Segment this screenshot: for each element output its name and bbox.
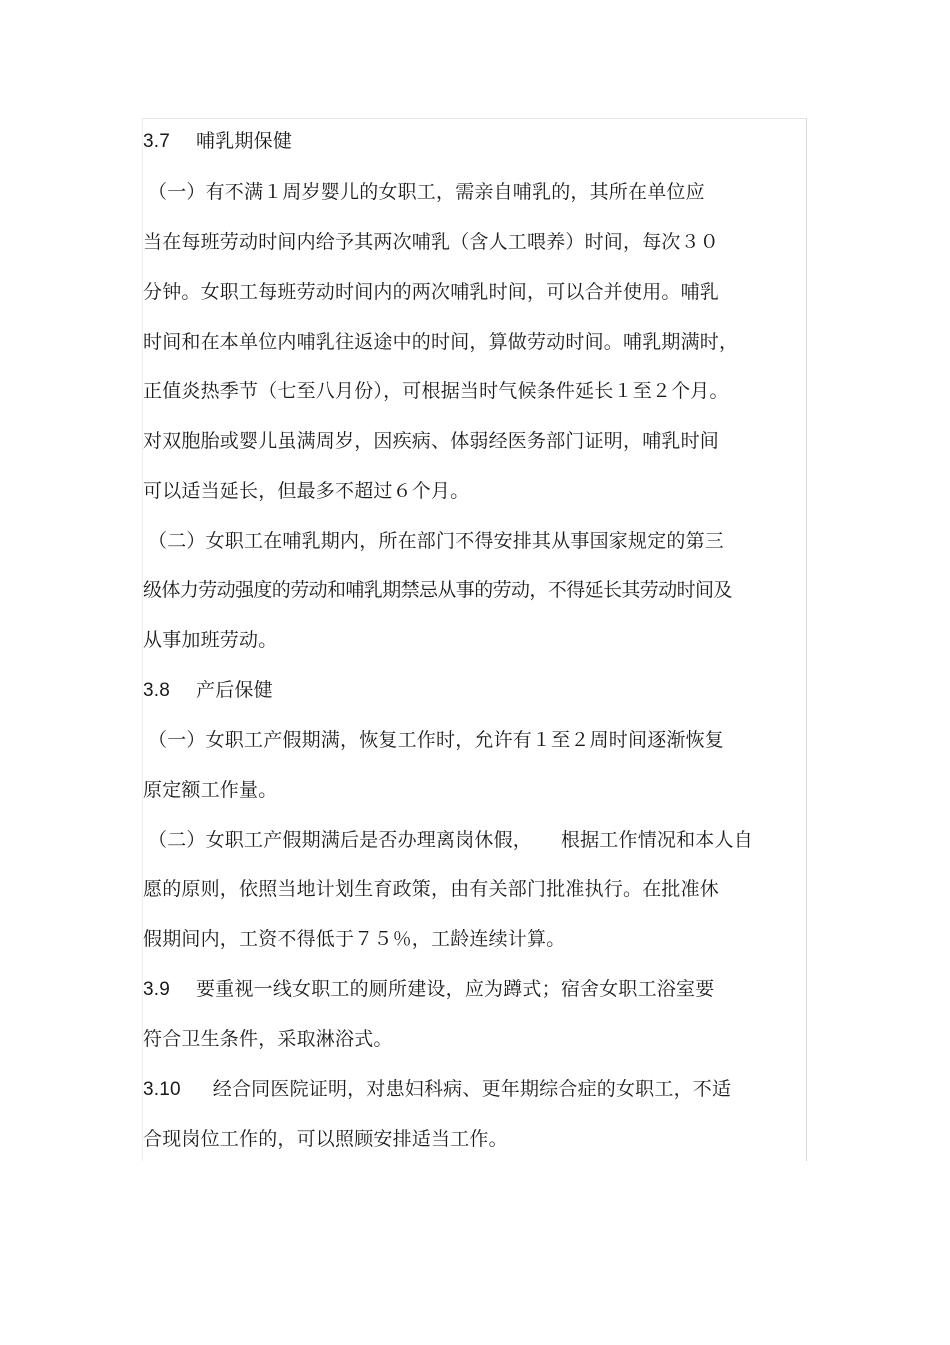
paragraph-line: （一）女职工产假期满，恢复工作时，允许有１至２周时间逐渐恢复 bbox=[148, 729, 725, 751]
paragraph-line: （一）有不满１周岁婴儿的女职工，需亲自哺乳的，其所在单位应 bbox=[148, 181, 705, 203]
paragraph-line: 从事加班劳动。 bbox=[143, 629, 278, 651]
paragraph-line: 愿的原则，依照当地计划生育政策，由有关部门批准执行。在批准休 bbox=[143, 878, 720, 900]
paragraph-line: 正值炎热季节（七至八月份），可根据当时气候条件延长１至２个月。 bbox=[143, 380, 729, 402]
page-border-top bbox=[142, 118, 806, 119]
paragraph-line: 假期间内，工资不得低于７５％，工龄连续计算。 bbox=[143, 928, 566, 950]
section-number: 3.8 bbox=[143, 680, 171, 701]
paragraph-line: 符合卫生条件，采取淋浴式。 bbox=[143, 1028, 393, 1050]
section-number: 3.9 bbox=[143, 979, 171, 1000]
section-heading-3-10 bbox=[143, 1074, 731, 1104]
page-border-right bbox=[806, 118, 807, 1161]
section-number: 3.7 bbox=[143, 131, 171, 152]
paragraph-line: 当在每班劳动时间内给予其两次哺乳（含人工喂养）时间，每次３０ bbox=[143, 231, 720, 253]
section-title: 哺乳期保健 bbox=[196, 130, 293, 152]
paragraph-line: 级体力劳动强度的劳动和哺乳期禁忌从事的劳动，不得延长其劳动时间及 bbox=[143, 579, 732, 601]
paragraph-line: 时间和在本单位内哺乳往返途中的时间，算做劳动时间。哺乳期满时， bbox=[143, 331, 739, 353]
paragraph-line: 可以适当延长，但最多不超过６个月。 bbox=[143, 480, 470, 502]
section-heading-3-8 bbox=[143, 675, 273, 705]
section-heading-3-9 bbox=[143, 974, 714, 1004]
section-heading-3-7 bbox=[143, 126, 292, 156]
paragraph-line: （二）女职工产假期满后是否办理离岗休假， 根据工作情况和本人自 bbox=[148, 829, 753, 851]
paragraph-line: （二）女职工在哺乳期内，所在部门不得安排其从事国家规定的第三 bbox=[148, 530, 725, 552]
paragraph-line: 对双胞胎或婴儿虽满周岁，因疾病、体弱经医务部门证明，哺乳时间 bbox=[143, 430, 720, 452]
section-title: 要重视一线女职工的厕所建设，应为蹲式；宿舍女职工浴室要 bbox=[196, 978, 715, 1000]
section-title: 产后保健 bbox=[196, 679, 273, 701]
document-page bbox=[142, 118, 806, 1161]
section-title: 经合同医院证明，对患妇科病、更年期综合症的女职工，不适 bbox=[212, 1078, 732, 1100]
section-number: 3.10 bbox=[143, 1079, 181, 1100]
paragraph-line: 分钟。女职工每班劳动时间内的两次哺乳时间，可以合并使用。哺乳 bbox=[143, 281, 720, 303]
paragraph-line: 合现岗位工作的，可以照顾安排适当工作。 bbox=[143, 1128, 508, 1150]
paragraph-line: 原定额工作量。 bbox=[143, 779, 278, 801]
